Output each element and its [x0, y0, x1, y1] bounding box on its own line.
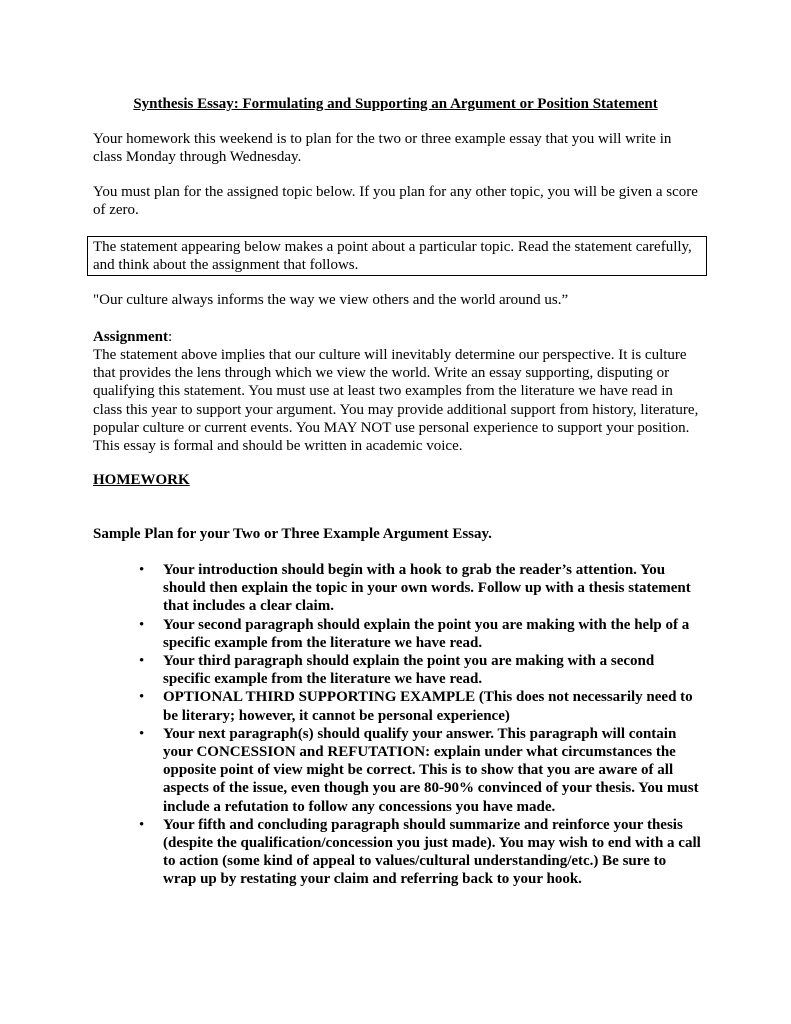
- homework-heading: HOMEWORK: [93, 472, 190, 488]
- plan-item-text: Your fifth and concluding paragraph should summarize and reinforce your thesis (despite the qualification/concession you just made). You may wish to end with a call to action (some kind of appeal to values/cultural understanding/etc.) Be sure to wrap up by restating your claim and referring back to your hook.: [163, 816, 701, 888]
- plan-item-text: Your next paragraph(s) should qualify your answer. This paragraph will contain your CONCESSION and REFUTATION: explain under what circumstances the opposite point of view might be correct. This is to show that you are aware of all aspects of the issue, even though you are 80-90% convinced of your thesis. You must include a refutation to follow any concessions you have made.: [163, 725, 699, 815]
- topic-paragraph: You must plan for the assigned topic below. If you plan for any other topic, you will be given a score of zero.: [93, 184, 698, 219]
- document-title: Synthesis Essay: Formulating and Supporting an Argument or Position Statement: [133, 96, 658, 112]
- plan-item: [139, 725, 703, 816]
- bullet-icon: •: [139, 616, 145, 633]
- plan-item-text: OPTIONAL THIRD SUPPORTING EXAMPLE (This does not necessarily need to be literary; however, it cannot be personal experience): [163, 689, 693, 724]
- bullet-icon: •: [139, 653, 145, 670]
- sample-plan-heading: Sample Plan for your Two or Three Example Argument Essay.: [93, 526, 492, 542]
- bullet-icon: •: [139, 725, 145, 742]
- bullet-icon: •: [139, 816, 145, 833]
- plan-item-text: Your third paragraph should explain the point you are making with a second specific example from the literature we have read.: [163, 653, 655, 688]
- plan-item: [139, 561, 703, 616]
- boxed-instruction: The statement appearing below makes a point about a particular topic. Read the statement carefully, and think about the assignment that follows.: [87, 236, 707, 276]
- plan-item-text: Your second paragraph should explain the point you are making with the help of a specific example from the literature we have read.: [163, 616, 690, 651]
- bullet-icon: •: [139, 689, 145, 706]
- intro-paragraph: Your homework this weekend is to plan for the two or three example essay that you will write in class Monday through Wednesday.: [93, 131, 672, 166]
- assignment-label: Assignment: [93, 329, 169, 345]
- prompt-quote: "Our culture always informs the way we view others and the world around us.”: [93, 292, 569, 308]
- assignment-heading: [93, 328, 703, 346]
- plan-list: [139, 561, 703, 889]
- bullet-icon: •: [139, 562, 145, 578]
- plan-item-text: Your introduction should begin with a hook to grab the reader’s attention. You should then explain the topic in your own words. Follow up with a thesis statement that includes a clear claim.: [163, 562, 691, 615]
- plan-item: [139, 616, 703, 652]
- assignment-colon: :: [168, 329, 173, 345]
- assignment-text: The statement above implies that our culture will inevitably determine our perspective. It is culture that provides the lens through which we view the world. Write an essay supporting, disputing or qualifying this statement. You must use at least two examples from the literature we have read in class this year to support your argument. You may provide additional support from history, literature, popular culture or current events. You MAY NOT use personal experience to support your position. This essay is formal and should be written in academic voice.: [93, 347, 699, 455]
- plan-item: [139, 652, 703, 688]
- plan-item: [139, 816, 703, 889]
- plan-item: [139, 688, 703, 724]
